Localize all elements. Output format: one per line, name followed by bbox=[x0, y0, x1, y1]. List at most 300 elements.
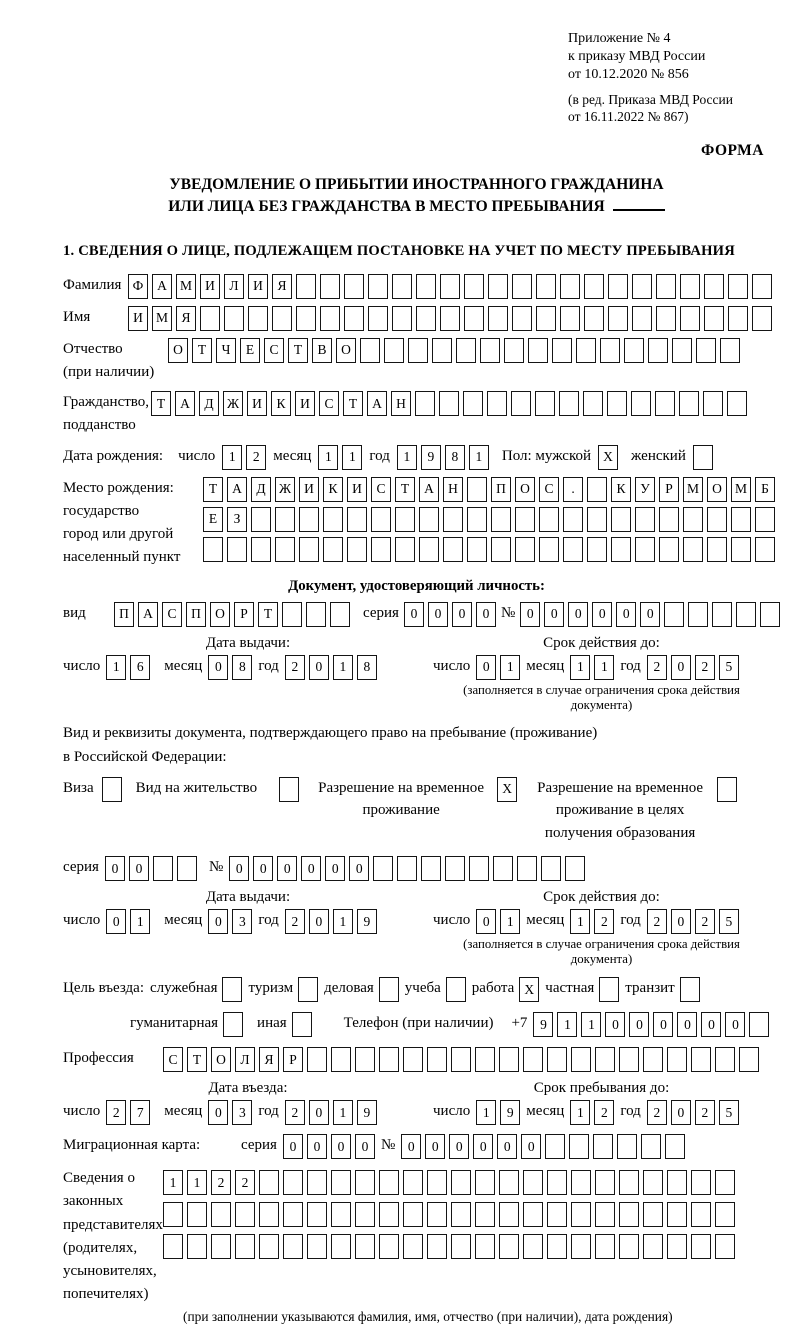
char-box[interactable] bbox=[323, 537, 343, 562]
char-box[interactable]: Т bbox=[343, 391, 363, 416]
char-box[interactable] bbox=[571, 1170, 591, 1195]
char-box[interactable] bbox=[535, 391, 555, 416]
char-box[interactable]: Т bbox=[258, 602, 278, 627]
char-box[interactable] bbox=[595, 1047, 615, 1072]
char-box[interactable] bbox=[595, 1170, 615, 1195]
char-box[interactable] bbox=[330, 602, 350, 627]
char-box[interactable] bbox=[331, 1202, 351, 1227]
char-box[interactable] bbox=[368, 306, 388, 331]
char-box[interactable] bbox=[587, 507, 607, 532]
char-box[interactable]: 7 bbox=[130, 1100, 150, 1125]
char-box[interactable]: Т bbox=[151, 391, 171, 416]
char-box[interactable] bbox=[392, 306, 412, 331]
char-box[interactable]: 1 bbox=[570, 655, 590, 680]
char-box[interactable] bbox=[536, 306, 556, 331]
char-box[interactable]: П bbox=[114, 602, 134, 627]
char-box[interactable] bbox=[275, 537, 295, 562]
char-box[interactable]: 0 bbox=[208, 909, 228, 934]
char-box[interactable] bbox=[275, 507, 295, 532]
char-box[interactable] bbox=[283, 1234, 303, 1259]
char-box[interactable] bbox=[227, 537, 247, 562]
char-box[interactable]: Н bbox=[391, 391, 411, 416]
char-box[interactable] bbox=[320, 306, 340, 331]
char-box[interactable]: 0 bbox=[616, 602, 636, 627]
char-box[interactable] bbox=[403, 1202, 423, 1227]
char-box[interactable]: 0 bbox=[452, 602, 472, 627]
char-box[interactable] bbox=[607, 391, 627, 416]
char-box[interactable]: 2 bbox=[695, 655, 715, 680]
work-checkbox[interactable]: X bbox=[519, 977, 539, 1002]
char-box[interactable] bbox=[323, 507, 343, 532]
char-box[interactable] bbox=[491, 507, 511, 532]
char-box[interactable]: Т bbox=[288, 338, 308, 363]
char-box[interactable] bbox=[355, 1202, 375, 1227]
char-box[interactable] bbox=[703, 391, 723, 416]
char-box[interactable] bbox=[679, 391, 699, 416]
char-box[interactable]: 5 bbox=[719, 909, 739, 934]
char-box[interactable] bbox=[307, 1234, 327, 1259]
char-box[interactable] bbox=[296, 306, 316, 331]
char-box[interactable]: 1 bbox=[318, 445, 338, 470]
char-box[interactable]: 0 bbox=[301, 856, 321, 881]
char-box[interactable]: Е bbox=[203, 507, 223, 532]
char-box[interactable]: 0 bbox=[544, 602, 564, 627]
temp-residence-edu-checkbox[interactable] bbox=[717, 777, 737, 802]
char-box[interactable] bbox=[251, 537, 271, 562]
char-box[interactable] bbox=[443, 537, 463, 562]
char-box[interactable] bbox=[487, 391, 507, 416]
char-box[interactable]: 0 bbox=[253, 856, 273, 881]
char-box[interactable]: 0 bbox=[106, 909, 126, 934]
char-box[interactable] bbox=[696, 338, 716, 363]
char-box[interactable]: 0 bbox=[208, 1100, 228, 1125]
char-box[interactable] bbox=[419, 537, 439, 562]
char-box[interactable]: 0 bbox=[105, 856, 125, 881]
char-box[interactable] bbox=[541, 856, 561, 881]
char-box[interactable]: А bbox=[175, 391, 195, 416]
char-box[interactable] bbox=[283, 1170, 303, 1195]
char-box[interactable] bbox=[571, 1234, 591, 1259]
char-box[interactable] bbox=[443, 507, 463, 532]
char-box[interactable]: 0 bbox=[309, 655, 329, 680]
char-box[interactable]: К bbox=[611, 477, 631, 502]
char-box[interactable]: Я bbox=[176, 306, 196, 331]
char-box[interactable] bbox=[419, 507, 439, 532]
char-box[interactable] bbox=[571, 1202, 591, 1227]
char-box[interactable] bbox=[560, 274, 580, 299]
char-box[interactable] bbox=[331, 1170, 351, 1195]
char-box[interactable]: С bbox=[162, 602, 182, 627]
char-box[interactable]: У bbox=[635, 477, 655, 502]
char-box[interactable] bbox=[480, 338, 500, 363]
char-box[interactable] bbox=[539, 537, 559, 562]
char-box[interactable]: С bbox=[539, 477, 559, 502]
char-box[interactable] bbox=[643, 1234, 663, 1259]
char-box[interactable] bbox=[619, 1047, 639, 1072]
char-box[interactable]: Я bbox=[259, 1047, 279, 1072]
char-box[interactable] bbox=[163, 1202, 183, 1227]
char-box[interactable] bbox=[211, 1202, 231, 1227]
char-box[interactable] bbox=[272, 306, 292, 331]
char-box[interactable] bbox=[600, 338, 620, 363]
char-box[interactable]: 0 bbox=[671, 655, 691, 680]
char-box[interactable] bbox=[752, 274, 772, 299]
char-box[interactable]: И bbox=[247, 391, 267, 416]
char-box[interactable]: П bbox=[186, 602, 206, 627]
char-box[interactable] bbox=[576, 338, 596, 363]
char-box[interactable]: 0 bbox=[473, 1134, 493, 1159]
char-box[interactable] bbox=[641, 1134, 661, 1159]
char-box[interactable] bbox=[464, 274, 484, 299]
temp-residence-checkbox[interactable]: X bbox=[497, 777, 517, 802]
char-box[interactable] bbox=[720, 338, 740, 363]
char-box[interactable] bbox=[587, 477, 607, 502]
char-box[interactable] bbox=[259, 1170, 279, 1195]
char-box[interactable] bbox=[715, 1170, 735, 1195]
char-box[interactable] bbox=[583, 391, 603, 416]
char-box[interactable]: 3 bbox=[232, 909, 252, 934]
char-box[interactable] bbox=[469, 856, 489, 881]
char-box[interactable] bbox=[523, 1234, 543, 1259]
char-box[interactable]: 0 bbox=[355, 1134, 375, 1159]
char-box[interactable] bbox=[715, 1234, 735, 1259]
char-box[interactable] bbox=[569, 1134, 589, 1159]
char-box[interactable]: И bbox=[248, 274, 268, 299]
char-box[interactable] bbox=[371, 507, 391, 532]
char-box[interactable] bbox=[617, 1134, 637, 1159]
char-box[interactable] bbox=[475, 1234, 495, 1259]
char-box[interactable]: 3 bbox=[232, 1100, 252, 1125]
char-box[interactable] bbox=[752, 306, 772, 331]
char-box[interactable]: 1 bbox=[500, 909, 520, 934]
char-box[interactable] bbox=[515, 537, 535, 562]
char-box[interactable] bbox=[517, 856, 537, 881]
char-box[interactable] bbox=[488, 274, 508, 299]
char-box[interactable]: Р bbox=[283, 1047, 303, 1072]
char-box[interactable]: 0 bbox=[129, 856, 149, 881]
char-box[interactable]: Т bbox=[187, 1047, 207, 1072]
char-box[interactable] bbox=[565, 856, 585, 881]
char-box[interactable] bbox=[467, 477, 487, 502]
char-box[interactable]: О bbox=[515, 477, 535, 502]
char-box[interactable]: Т bbox=[192, 338, 212, 363]
char-box[interactable] bbox=[523, 1170, 543, 1195]
char-box[interactable] bbox=[691, 1170, 711, 1195]
char-box[interactable] bbox=[511, 391, 531, 416]
char-box[interactable] bbox=[320, 274, 340, 299]
char-box[interactable] bbox=[749, 1012, 769, 1037]
char-box[interactable]: Л bbox=[224, 274, 244, 299]
private-checkbox[interactable] bbox=[599, 977, 619, 1002]
char-box[interactable]: 2 bbox=[695, 1100, 715, 1125]
char-box[interactable] bbox=[731, 537, 751, 562]
char-box[interactable]: Р bbox=[659, 477, 679, 502]
char-box[interactable] bbox=[307, 1202, 327, 1227]
char-box[interactable] bbox=[456, 338, 476, 363]
char-box[interactable] bbox=[728, 274, 748, 299]
humanitarian-checkbox[interactable] bbox=[223, 1012, 243, 1037]
char-box[interactable]: С bbox=[371, 477, 391, 502]
sex-female-checkbox[interactable] bbox=[693, 445, 713, 470]
char-box[interactable] bbox=[488, 306, 508, 331]
char-box[interactable] bbox=[163, 1234, 183, 1259]
char-box[interactable]: 0 bbox=[629, 1012, 649, 1037]
char-box[interactable]: 2 bbox=[285, 655, 305, 680]
char-box[interactable] bbox=[632, 306, 652, 331]
char-box[interactable] bbox=[451, 1047, 471, 1072]
char-box[interactable] bbox=[347, 507, 367, 532]
char-box[interactable] bbox=[248, 306, 268, 331]
char-box[interactable] bbox=[608, 306, 628, 331]
char-box[interactable] bbox=[683, 537, 703, 562]
char-box[interactable]: 0 bbox=[520, 602, 540, 627]
char-box[interactable] bbox=[373, 856, 393, 881]
char-box[interactable] bbox=[403, 1234, 423, 1259]
char-box[interactable] bbox=[691, 1234, 711, 1259]
char-box[interactable]: 2 bbox=[594, 1100, 614, 1125]
char-box[interactable]: М bbox=[176, 274, 196, 299]
char-box[interactable] bbox=[499, 1047, 519, 1072]
char-box[interactable] bbox=[704, 306, 724, 331]
char-box[interactable]: 0 bbox=[277, 856, 297, 881]
char-box[interactable] bbox=[528, 338, 548, 363]
char-box[interactable]: М bbox=[683, 477, 703, 502]
char-box[interactable]: 0 bbox=[725, 1012, 745, 1037]
char-box[interactable]: 0 bbox=[671, 909, 691, 934]
char-box[interactable]: С bbox=[163, 1047, 183, 1072]
business-checkbox[interactable] bbox=[379, 977, 399, 1002]
char-box[interactable]: 0 bbox=[671, 1100, 691, 1125]
char-box[interactable]: Ф bbox=[128, 274, 148, 299]
char-box[interactable]: 2 bbox=[106, 1100, 126, 1125]
char-box[interactable] bbox=[203, 537, 223, 562]
char-box[interactable] bbox=[691, 1202, 711, 1227]
char-box[interactable] bbox=[344, 274, 364, 299]
char-box[interactable]: 0 bbox=[653, 1012, 673, 1037]
char-box[interactable] bbox=[659, 507, 679, 532]
char-box[interactable]: 0 bbox=[476, 655, 496, 680]
char-box[interactable] bbox=[587, 537, 607, 562]
char-box[interactable]: 9 bbox=[357, 909, 377, 934]
char-box[interactable] bbox=[397, 856, 417, 881]
char-box[interactable]: Л bbox=[235, 1047, 255, 1072]
char-box[interactable] bbox=[755, 537, 775, 562]
char-box[interactable] bbox=[643, 1047, 663, 1072]
char-box[interactable]: О bbox=[707, 477, 727, 502]
char-box[interactable]: 1 bbox=[333, 909, 353, 934]
char-box[interactable] bbox=[619, 1202, 639, 1227]
char-box[interactable] bbox=[416, 306, 436, 331]
char-box[interactable] bbox=[547, 1047, 567, 1072]
char-box[interactable] bbox=[403, 1047, 423, 1072]
char-box[interactable] bbox=[379, 1202, 399, 1227]
char-box[interactable] bbox=[523, 1202, 543, 1227]
char-box[interactable] bbox=[683, 507, 703, 532]
char-box[interactable]: 2 bbox=[285, 909, 305, 934]
char-box[interactable] bbox=[235, 1234, 255, 1259]
char-box[interactable]: 0 bbox=[349, 856, 369, 881]
char-box[interactable] bbox=[451, 1170, 471, 1195]
char-box[interactable]: В bbox=[312, 338, 332, 363]
char-box[interactable] bbox=[659, 537, 679, 562]
char-box[interactable]: 1 bbox=[106, 655, 126, 680]
char-box[interactable] bbox=[499, 1202, 519, 1227]
char-box[interactable] bbox=[200, 306, 220, 331]
char-box[interactable]: 0 bbox=[229, 856, 249, 881]
char-box[interactable] bbox=[299, 537, 319, 562]
char-box[interactable] bbox=[512, 306, 532, 331]
char-box[interactable]: 0 bbox=[325, 856, 345, 881]
char-box[interactable]: 0 bbox=[497, 1134, 517, 1159]
char-box[interactable] bbox=[560, 306, 580, 331]
char-box[interactable] bbox=[259, 1234, 279, 1259]
char-box[interactable]: А bbox=[138, 602, 158, 627]
char-box[interactable]: 6 bbox=[130, 655, 150, 680]
char-box[interactable]: 0 bbox=[449, 1134, 469, 1159]
char-box[interactable] bbox=[619, 1170, 639, 1195]
char-box[interactable]: 1 bbox=[342, 445, 362, 470]
char-box[interactable] bbox=[307, 1170, 327, 1195]
char-box[interactable] bbox=[707, 507, 727, 532]
char-box[interactable] bbox=[355, 1234, 375, 1259]
char-box[interactable]: 2 bbox=[647, 1100, 667, 1125]
char-box[interactable]: 0 bbox=[521, 1134, 541, 1159]
char-box[interactable] bbox=[464, 306, 484, 331]
char-box[interactable]: 1 bbox=[163, 1170, 183, 1195]
char-box[interactable] bbox=[593, 1134, 613, 1159]
char-box[interactable]: 8 bbox=[357, 655, 377, 680]
char-box[interactable] bbox=[427, 1202, 447, 1227]
char-box[interactable]: 1 bbox=[557, 1012, 577, 1037]
char-box[interactable] bbox=[631, 391, 651, 416]
char-box[interactable]: 1 bbox=[581, 1012, 601, 1037]
char-box[interactable]: 8 bbox=[232, 655, 252, 680]
char-box[interactable] bbox=[416, 274, 436, 299]
char-box[interactable]: З bbox=[227, 507, 247, 532]
char-box[interactable] bbox=[344, 306, 364, 331]
char-box[interactable]: 2 bbox=[285, 1100, 305, 1125]
char-box[interactable]: 0 bbox=[476, 602, 496, 627]
char-box[interactable] bbox=[584, 274, 604, 299]
char-box[interactable]: Д bbox=[199, 391, 219, 416]
char-box[interactable] bbox=[331, 1234, 351, 1259]
char-box[interactable]: 0 bbox=[309, 1100, 329, 1125]
char-box[interactable]: 0 bbox=[309, 909, 329, 934]
char-box[interactable] bbox=[728, 306, 748, 331]
char-box[interactable] bbox=[552, 338, 572, 363]
char-box[interactable]: 1 bbox=[469, 445, 489, 470]
char-box[interactable] bbox=[648, 338, 668, 363]
char-box[interactable] bbox=[467, 537, 487, 562]
char-box[interactable]: 0 bbox=[307, 1134, 327, 1159]
char-box[interactable] bbox=[712, 602, 732, 627]
char-box[interactable]: 2 bbox=[246, 445, 266, 470]
char-box[interactable]: 9 bbox=[421, 445, 441, 470]
char-box[interactable] bbox=[499, 1234, 519, 1259]
char-box[interactable] bbox=[282, 602, 302, 627]
char-box[interactable] bbox=[403, 1170, 423, 1195]
transit-checkbox[interactable] bbox=[680, 977, 700, 1002]
char-box[interactable] bbox=[571, 1047, 591, 1072]
char-box[interactable]: Д bbox=[251, 477, 271, 502]
char-box[interactable] bbox=[760, 602, 780, 627]
char-box[interactable]: 0 bbox=[677, 1012, 697, 1037]
char-box[interactable]: 0 bbox=[476, 909, 496, 934]
char-box[interactable]: А bbox=[419, 477, 439, 502]
char-box[interactable]: К bbox=[271, 391, 291, 416]
char-box[interactable] bbox=[475, 1170, 495, 1195]
char-box[interactable]: 0 bbox=[401, 1134, 421, 1159]
char-box[interactable] bbox=[211, 1234, 231, 1259]
char-box[interactable]: И bbox=[299, 477, 319, 502]
char-box[interactable] bbox=[493, 856, 513, 881]
char-box[interactable] bbox=[384, 338, 404, 363]
char-box[interactable] bbox=[545, 1134, 565, 1159]
char-box[interactable]: 2 bbox=[647, 655, 667, 680]
char-box[interactable] bbox=[672, 338, 692, 363]
char-box[interactable] bbox=[536, 274, 556, 299]
char-box[interactable] bbox=[680, 306, 700, 331]
char-box[interactable]: М bbox=[152, 306, 172, 331]
char-box[interactable]: И bbox=[200, 274, 220, 299]
char-box[interactable] bbox=[667, 1170, 687, 1195]
char-box[interactable] bbox=[523, 1047, 543, 1072]
char-box[interactable] bbox=[445, 856, 465, 881]
char-box[interactable]: 1 bbox=[570, 909, 590, 934]
char-box[interactable] bbox=[153, 856, 173, 881]
char-box[interactable]: 2 bbox=[235, 1170, 255, 1195]
char-box[interactable]: Т bbox=[395, 477, 415, 502]
char-box[interactable]: 0 bbox=[404, 602, 424, 627]
char-box[interactable] bbox=[755, 507, 775, 532]
char-box[interactable]: 2 bbox=[647, 909, 667, 934]
char-box[interactable]: 0 bbox=[568, 602, 588, 627]
char-box[interactable] bbox=[624, 338, 644, 363]
char-box[interactable] bbox=[611, 537, 631, 562]
char-box[interactable] bbox=[259, 1202, 279, 1227]
char-box[interactable]: С bbox=[264, 338, 284, 363]
char-box[interactable] bbox=[547, 1170, 567, 1195]
char-box[interactable]: Т bbox=[203, 477, 223, 502]
char-box[interactable]: Е bbox=[240, 338, 260, 363]
char-box[interactable]: 1 bbox=[222, 445, 242, 470]
char-box[interactable]: 1 bbox=[333, 1100, 353, 1125]
char-box[interactable]: 2 bbox=[594, 909, 614, 934]
char-box[interactable] bbox=[688, 602, 708, 627]
char-box[interactable]: 1 bbox=[570, 1100, 590, 1125]
char-box[interactable] bbox=[643, 1202, 663, 1227]
char-box[interactable]: 5 bbox=[719, 655, 739, 680]
char-box[interactable] bbox=[611, 507, 631, 532]
char-box[interactable]: 0 bbox=[701, 1012, 721, 1037]
char-box[interactable] bbox=[296, 274, 316, 299]
char-box[interactable] bbox=[667, 1202, 687, 1227]
char-box[interactable] bbox=[371, 537, 391, 562]
char-box[interactable]: 0 bbox=[592, 602, 612, 627]
char-box[interactable] bbox=[715, 1202, 735, 1227]
char-box[interactable]: Ж bbox=[275, 477, 295, 502]
char-box[interactable] bbox=[395, 507, 415, 532]
char-box[interactable] bbox=[619, 1234, 639, 1259]
char-box[interactable]: 5 bbox=[719, 1100, 739, 1125]
char-box[interactable] bbox=[187, 1202, 207, 1227]
char-box[interactable] bbox=[656, 274, 676, 299]
char-box[interactable] bbox=[177, 856, 197, 881]
char-box[interactable] bbox=[440, 306, 460, 331]
official-checkbox[interactable] bbox=[222, 977, 242, 1002]
char-box[interactable]: 2 bbox=[695, 909, 715, 934]
char-box[interactable] bbox=[427, 1234, 447, 1259]
